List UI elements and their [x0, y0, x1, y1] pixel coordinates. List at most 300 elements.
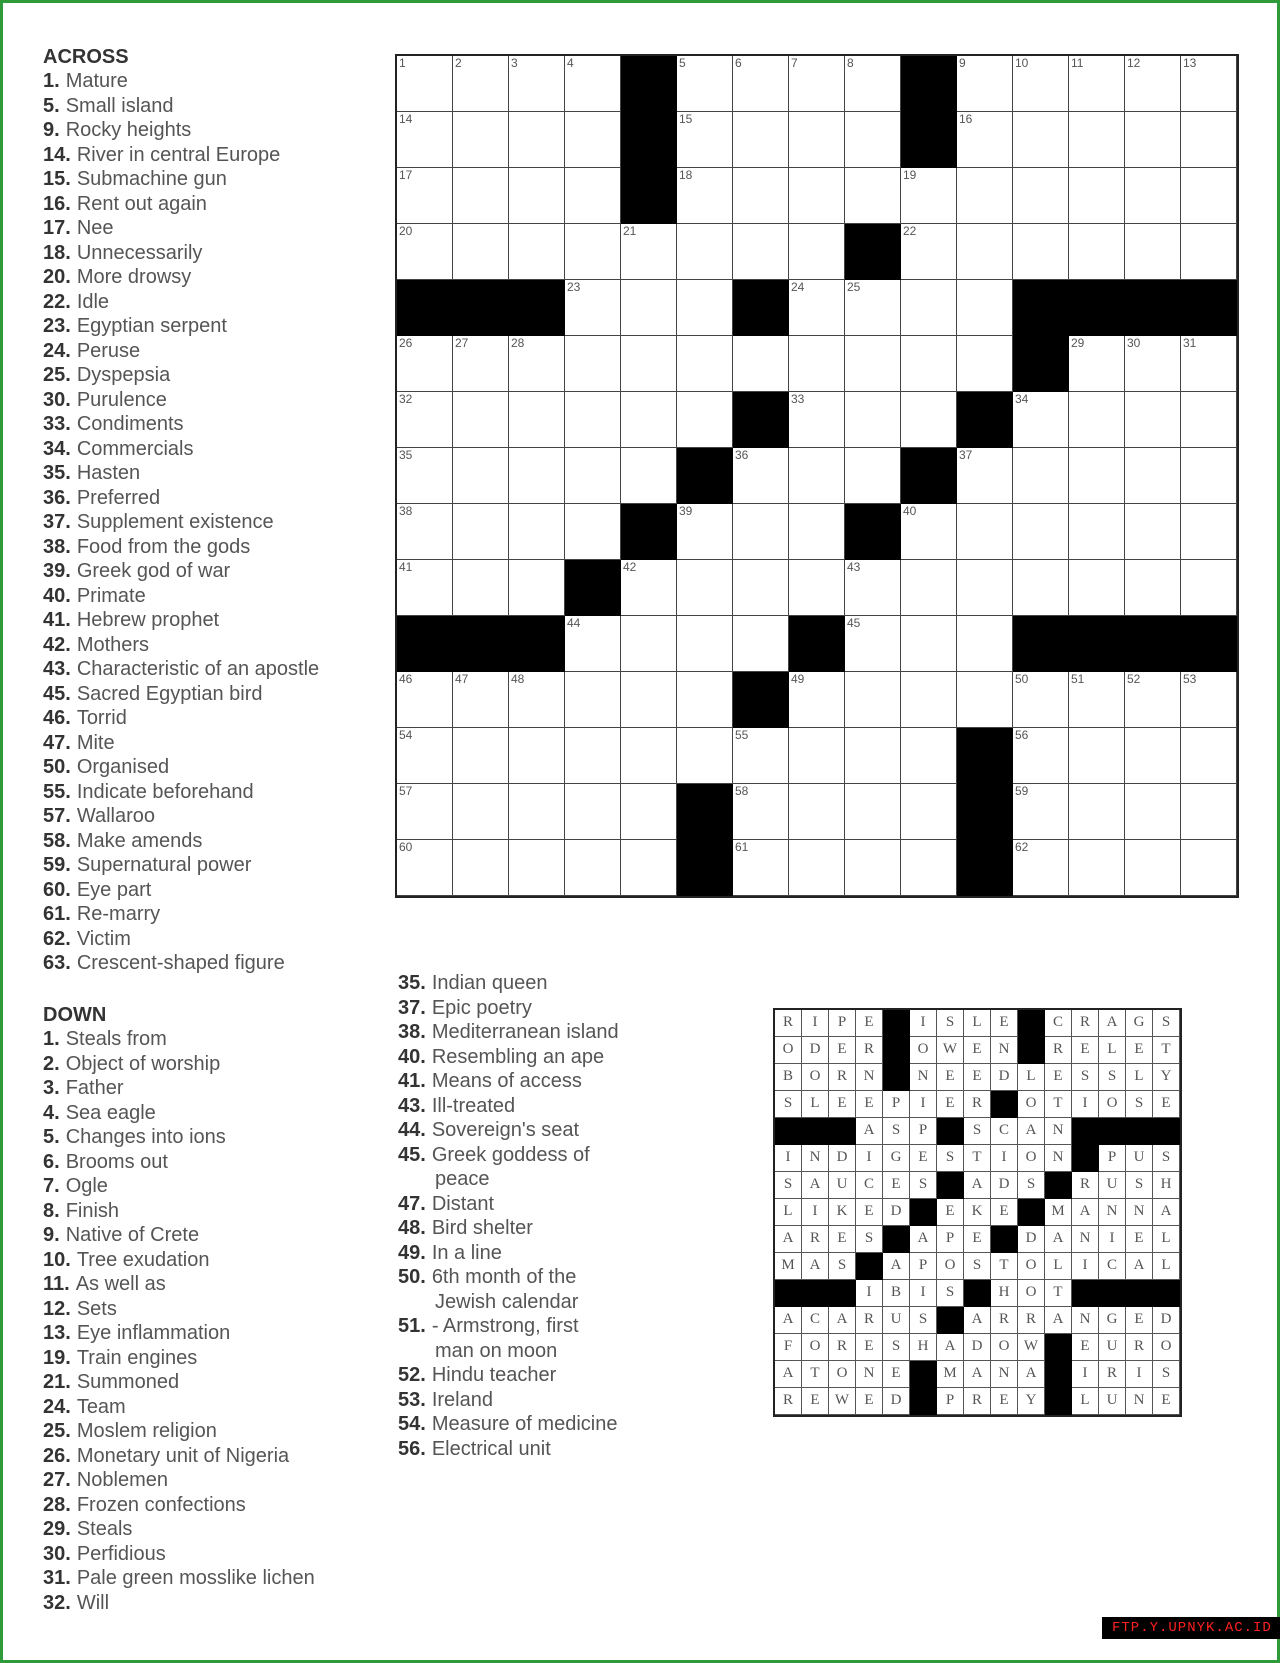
down-clues: [43, 1003, 315, 1615]
clue-text: Nee: [76, 217, 114, 239]
solution-letter: H: [1153, 1172, 1180, 1199]
grid-cell[interactable]: [957, 448, 1013, 504]
grid-cell[interactable]: [1181, 336, 1237, 392]
cell-number: 53: [1183, 672, 1197, 686]
grid-cell[interactable]: [845, 728, 901, 784]
grid-cell[interactable]: [677, 112, 733, 168]
grid-cell[interactable]: [1181, 840, 1237, 896]
clue-item: [43, 1542, 315, 1567]
grid-cell[interactable]: [901, 504, 957, 560]
grid-cell[interactable]: [845, 336, 901, 392]
grid-cell[interactable]: [565, 280, 621, 336]
grid-cell[interactable]: [845, 448, 901, 504]
solution-letter: A: [964, 1361, 991, 1388]
grid-cell[interactable]: [1069, 560, 1125, 616]
grid-cell[interactable]: [509, 448, 565, 504]
grid-cell[interactable]: [901, 392, 957, 448]
cell-number: 5: [679, 56, 686, 70]
grid-cell[interactable]: [565, 392, 621, 448]
grid-cell[interactable]: [565, 616, 621, 672]
down-heading: DOWN: [43, 1004, 107, 1026]
grid-cell[interactable]: [1125, 448, 1181, 504]
solution-letter: E: [937, 1199, 964, 1226]
grid-cell[interactable]: [733, 224, 789, 280]
clue-item: [43, 633, 319, 658]
grid-cell[interactable]: [1069, 56, 1125, 112]
grid-cell[interactable]: [621, 280, 677, 336]
grid-cell[interactable]: [677, 336, 733, 392]
grid-cell[interactable]: [1181, 672, 1237, 728]
grid-cell[interactable]: [677, 168, 733, 224]
grid-cell[interactable]: [397, 504, 453, 560]
grid-cell[interactable]: [565, 168, 621, 224]
grid-block: [789, 616, 845, 672]
grid-cell[interactable]: [1125, 504, 1181, 560]
grid-cell[interactable]: [1181, 392, 1237, 448]
clue-item: [43, 339, 319, 364]
grid-cell[interactable]: [957, 672, 1013, 728]
grid-cell[interactable]: [1125, 56, 1181, 112]
grid-cell[interactable]: [453, 336, 509, 392]
cell-number: 47: [455, 672, 469, 686]
clue-text: Ill-treated: [431, 1094, 516, 1117]
grid-cell[interactable]: [733, 336, 789, 392]
grid-cell[interactable]: [1013, 112, 1069, 168]
grid-cell[interactable]: [621, 840, 677, 896]
solution-letter: N: [991, 1361, 1018, 1388]
grid-cell[interactable]: [1013, 56, 1069, 112]
grid-cell[interactable]: [565, 728, 621, 784]
grid-block: [901, 112, 957, 168]
clue-text: Characteristic of an apostle: [76, 658, 320, 680]
grid-cell[interactable]: [453, 112, 509, 168]
solution-letter: S: [937, 1010, 964, 1037]
grid-cell[interactable]: [733, 728, 789, 784]
grid-cell[interactable]: [453, 560, 509, 616]
grid-cell[interactable]: [733, 504, 789, 560]
solution-letter: E: [964, 1226, 991, 1253]
grid-cell[interactable]: [677, 392, 733, 448]
grid-cell[interactable]: [1069, 672, 1125, 728]
grid-block: [621, 56, 677, 112]
grid-cell[interactable]: [621, 224, 677, 280]
solution-letter: A: [910, 1226, 937, 1253]
grid-cell[interactable]: [677, 504, 733, 560]
grid-cell[interactable]: [509, 224, 565, 280]
solution-letter: N: [1099, 1199, 1126, 1226]
cell-number: 36: [735, 448, 749, 462]
clue-number: 47.: [398, 1192, 426, 1215]
grid-block: [1125, 280, 1181, 336]
grid-cell[interactable]: [901, 224, 957, 280]
solution-letter: A: [1018, 1361, 1045, 1388]
solution-letter: A: [775, 1361, 802, 1388]
solution-letter: E: [937, 1064, 964, 1091]
solution-letter: S: [1018, 1172, 1045, 1199]
clue-item: [398, 1388, 619, 1413]
grid-cell[interactable]: [789, 784, 845, 840]
grid-cell[interactable]: [453, 392, 509, 448]
grid-cell[interactable]: [957, 56, 1013, 112]
grid-cell[interactable]: [789, 280, 845, 336]
grid-cell[interactable]: [845, 168, 901, 224]
grid-cell[interactable]: [509, 112, 565, 168]
solution-letter: N: [1045, 1145, 1072, 1172]
grid-cell[interactable]: [733, 112, 789, 168]
solution-letter: N: [910, 1064, 937, 1091]
grid-cell[interactable]: [957, 112, 1013, 168]
grid-cell[interactable]: [733, 56, 789, 112]
grid-cell[interactable]: [789, 336, 845, 392]
grid-cell[interactable]: [1125, 112, 1181, 168]
grid-cell[interactable]: [565, 784, 621, 840]
clue-number: 54.: [398, 1413, 426, 1435]
grid-cell[interactable]: [397, 728, 453, 784]
grid-cell[interactable]: [789, 560, 845, 616]
grid-block: [621, 168, 677, 224]
cell-number: 18: [679, 168, 693, 182]
grid-cell[interactable]: [901, 616, 957, 672]
grid-cell[interactable]: [1125, 784, 1181, 840]
grid-cell[interactable]: [1069, 728, 1125, 784]
grid-cell[interactable]: [957, 560, 1013, 616]
grid-cell[interactable]: [789, 672, 845, 728]
grid-cell[interactable]: [901, 336, 957, 392]
clue-text: Small island: [65, 94, 174, 117]
clue-text: Rent out again: [76, 192, 207, 215]
solution-letter: R: [1099, 1361, 1126, 1388]
solution-block: [964, 1280, 991, 1307]
grid-cell[interactable]: [1013, 840, 1069, 896]
grid-cell[interactable]: [789, 112, 845, 168]
grid-cell[interactable]: [453, 224, 509, 280]
grid-cell[interactable]: [1069, 168, 1125, 224]
grid-cell[interactable]: [957, 168, 1013, 224]
grid-cell[interactable]: [789, 224, 845, 280]
cell-number: 51: [1071, 672, 1085, 686]
grid-cell[interactable]: [397, 840, 453, 896]
grid-cell[interactable]: [789, 728, 845, 784]
grid-cell[interactable]: [677, 616, 733, 672]
clue-item: [398, 1069, 619, 1094]
grid-cell[interactable]: [621, 672, 677, 728]
grid-cell[interactable]: [565, 336, 621, 392]
solution-letter: N: [1072, 1307, 1099, 1334]
grid-cell[interactable]: [1013, 224, 1069, 280]
grid-cell[interactable]: [1125, 840, 1181, 896]
grid-cell[interactable]: [397, 392, 453, 448]
grid-cell[interactable]: [453, 784, 509, 840]
solution-letter: A: [1045, 1226, 1072, 1253]
grid-block: [677, 784, 733, 840]
clue-text: Indicate beforehand: [76, 780, 254, 803]
grid-cell[interactable]: [397, 112, 453, 168]
grid-cell[interactable]: [509, 672, 565, 728]
clue-item: [43, 290, 319, 315]
grid-cell[interactable]: [1181, 112, 1237, 168]
clue-text: Frozen confections: [76, 1493, 246, 1516]
clue-number: 1.: [43, 1028, 60, 1050]
grid-cell[interactable]: [789, 392, 845, 448]
clue-text: Train engines: [76, 1346, 198, 1369]
grid-cell[interactable]: [845, 616, 901, 672]
cell-number: 44: [567, 616, 581, 630]
solution-letter: T: [1045, 1091, 1072, 1118]
cell-number: 27: [455, 336, 469, 350]
grid-cell[interactable]: [1013, 168, 1069, 224]
cell-number: 17: [399, 168, 413, 182]
grid-block: [957, 392, 1013, 448]
grid-cell[interactable]: [509, 728, 565, 784]
grid-cell[interactable]: [565, 672, 621, 728]
grid-cell[interactable]: [509, 840, 565, 896]
cell-number: 28: [511, 336, 525, 350]
grid-cell[interactable]: [1181, 560, 1237, 616]
grid-cell[interactable]: [509, 168, 565, 224]
grid-cell[interactable]: [845, 784, 901, 840]
grid-cell[interactable]: [957, 280, 1013, 336]
clue-number: 32.: [43, 1591, 71, 1614]
grid-cell[interactable]: [901, 168, 957, 224]
grid-cell[interactable]: [845, 560, 901, 616]
grid-cell[interactable]: [565, 840, 621, 896]
solution-letter: D: [802, 1037, 829, 1064]
grid-cell[interactable]: [565, 224, 621, 280]
grid-cell[interactable]: [901, 840, 957, 896]
grid-cell[interactable]: [1181, 784, 1237, 840]
clue-text: Hindu teacher: [431, 1364, 557, 1386]
solution-letter: L: [1153, 1226, 1180, 1253]
grid-cell[interactable]: [397, 168, 453, 224]
grid-cell[interactable]: [901, 280, 957, 336]
grid-cell[interactable]: [1125, 392, 1181, 448]
clue-text: - Armstrong, first: [431, 1315, 579, 1337]
grid-cell[interactable]: [677, 560, 733, 616]
solution-block: [991, 1091, 1018, 1118]
grid-cell[interactable]: [453, 728, 509, 784]
grid-cell[interactable]: [733, 616, 789, 672]
solution-letter: I: [856, 1280, 883, 1307]
clue-item: [43, 1566, 315, 1591]
grid-cell[interactable]: [1013, 392, 1069, 448]
grid-cell[interactable]: [1181, 728, 1237, 784]
solution-block: [1045, 1334, 1072, 1361]
solution-letter: O: [1018, 1091, 1045, 1118]
grid-cell[interactable]: [677, 224, 733, 280]
solution-block: [1072, 1118, 1099, 1145]
grid-cell[interactable]: [453, 448, 509, 504]
grid-cell[interactable]: [789, 448, 845, 504]
grid-cell[interactable]: [789, 168, 845, 224]
solution-letter: U: [829, 1172, 856, 1199]
grid-cell[interactable]: [901, 672, 957, 728]
cell-number: 3: [511, 56, 518, 70]
grid-cell[interactable]: [1125, 672, 1181, 728]
grid-cell[interactable]: [565, 448, 621, 504]
grid-cell[interactable]: [957, 224, 1013, 280]
grid-cell[interactable]: [621, 336, 677, 392]
grid-cell[interactable]: [1181, 448, 1237, 504]
clue-number: 60.: [43, 878, 71, 901]
solution-letter: O: [802, 1334, 829, 1361]
grid-block: [845, 504, 901, 560]
solution-letter: R: [1126, 1334, 1153, 1361]
clue-item: [43, 804, 319, 829]
grid-cell[interactable]: [677, 672, 733, 728]
solution-letter: E: [856, 1199, 883, 1226]
grid-cell[interactable]: [621, 448, 677, 504]
grid-cell[interactable]: [397, 448, 453, 504]
grid-cell[interactable]: [621, 728, 677, 784]
solution-block: [1126, 1118, 1153, 1145]
solution-letter: S: [1126, 1172, 1153, 1199]
grid-cell[interactable]: [789, 56, 845, 112]
grid-cell[interactable]: [397, 672, 453, 728]
grid-cell[interactable]: [397, 784, 453, 840]
grid-cell[interactable]: [901, 728, 957, 784]
solution-block: [802, 1118, 829, 1145]
cell-number: 31: [1183, 336, 1197, 350]
grid-cell[interactable]: [1181, 224, 1237, 280]
grid-cell[interactable]: [621, 616, 677, 672]
solution-block: [1072, 1280, 1099, 1307]
grid-cell[interactable]: [509, 336, 565, 392]
grid-cell[interactable]: [1069, 504, 1125, 560]
grid-cell[interactable]: [845, 392, 901, 448]
grid-cell[interactable]: [1069, 840, 1125, 896]
clue-text: More drowsy: [76, 266, 192, 288]
grid-cell[interactable]: [845, 56, 901, 112]
grid-cell[interactable]: [509, 784, 565, 840]
clue-item: [43, 1444, 315, 1469]
grid-cell[interactable]: [1181, 56, 1237, 112]
clue-number: 2.: [43, 1052, 60, 1075]
solution-letter: O: [1018, 1145, 1045, 1172]
grid-cell[interactable]: [1013, 504, 1069, 560]
grid-cell[interactable]: [1125, 168, 1181, 224]
clue-item: [43, 167, 319, 192]
grid-cell[interactable]: [509, 504, 565, 560]
solution-letter: E: [829, 1091, 856, 1118]
grid-cell[interactable]: [789, 840, 845, 896]
grid-cell[interactable]: [845, 112, 901, 168]
grid-cell[interactable]: [957, 616, 1013, 672]
grid-cell[interactable]: [1069, 448, 1125, 504]
grid-cell[interactable]: [845, 840, 901, 896]
solution-letter: R: [1072, 1172, 1099, 1199]
grid-block: [1013, 616, 1069, 672]
grid-cell[interactable]: [1013, 784, 1069, 840]
grid-cell[interactable]: [677, 728, 733, 784]
grid-block: [677, 840, 733, 896]
grid-cell[interactable]: [1125, 728, 1181, 784]
grid-cell[interactable]: [1013, 560, 1069, 616]
grid-cell[interactable]: [509, 56, 565, 112]
solution-letter: P: [937, 1388, 964, 1415]
solution-letter: A: [1045, 1307, 1072, 1334]
grid-cell[interactable]: [453, 504, 509, 560]
grid-cell[interactable]: [1069, 392, 1125, 448]
grid-cell[interactable]: [1069, 336, 1125, 392]
grid-cell[interactable]: [733, 784, 789, 840]
grid-cell[interactable]: [957, 336, 1013, 392]
grid-cell[interactable]: [1013, 448, 1069, 504]
grid-cell[interactable]: [1181, 504, 1237, 560]
grid-cell[interactable]: [565, 112, 621, 168]
clue-item: [43, 608, 319, 633]
grid-cell[interactable]: [1125, 336, 1181, 392]
clue-item: [398, 1412, 619, 1437]
grid-cell[interactable]: [453, 840, 509, 896]
clue-text: Team: [76, 1395, 126, 1418]
grid-cell[interactable]: [397, 56, 453, 112]
solution-letter: D: [829, 1145, 856, 1172]
grid-cell[interactable]: [397, 224, 453, 280]
grid-cell[interactable]: [621, 392, 677, 448]
solution-letter: C: [802, 1307, 829, 1334]
grid-cell[interactable]: [733, 560, 789, 616]
clue-number: 25.: [43, 364, 71, 386]
grid-cell[interactable]: [733, 448, 789, 504]
grid-cell[interactable]: [733, 168, 789, 224]
grid-cell[interactable]: [509, 392, 565, 448]
grid-cell[interactable]: [1125, 560, 1181, 616]
grid-cell[interactable]: [733, 840, 789, 896]
grid-cell[interactable]: [901, 560, 957, 616]
grid-cell[interactable]: [845, 672, 901, 728]
clue-item: [43, 437, 319, 462]
grid-cell[interactable]: [621, 560, 677, 616]
grid-cell[interactable]: [677, 56, 733, 112]
grid-cell[interactable]: [677, 280, 733, 336]
grid-cell[interactable]: [1069, 112, 1125, 168]
solution-letter: W: [1018, 1334, 1045, 1361]
grid-cell[interactable]: [1013, 728, 1069, 784]
clue-item: [43, 927, 319, 952]
clue-number: 49.: [398, 1241, 426, 1264]
grid-cell[interactable]: [397, 560, 453, 616]
grid-cell[interactable]: [1125, 224, 1181, 280]
grid-cell[interactable]: [565, 504, 621, 560]
grid-cell[interactable]: [453, 672, 509, 728]
grid-cell[interactable]: [453, 168, 509, 224]
cell-number: 40: [903, 504, 917, 518]
grid-cell[interactable]: [1181, 168, 1237, 224]
clue-number: 25.: [43, 1420, 71, 1442]
grid-cell[interactable]: [1069, 224, 1125, 280]
grid-block: [509, 616, 565, 672]
grid-cell[interactable]: [845, 280, 901, 336]
cell-number: 35: [399, 448, 413, 462]
grid-cell[interactable]: [901, 784, 957, 840]
grid-cell[interactable]: [957, 504, 1013, 560]
solution-letter: I: [991, 1145, 1018, 1172]
clue-text: Unnecessarily: [76, 241, 203, 264]
grid-cell[interactable]: [1069, 784, 1125, 840]
grid-cell[interactable]: [789, 504, 845, 560]
grid-cell[interactable]: [565, 56, 621, 112]
clue-item: [43, 853, 319, 878]
solution-block: [937, 1172, 964, 1199]
grid-cell[interactable]: [621, 784, 677, 840]
solution-letter: I: [856, 1145, 883, 1172]
clue-text: Epic poetry: [431, 996, 532, 1019]
grid-cell[interactable]: [397, 336, 453, 392]
grid-cell[interactable]: [1013, 672, 1069, 728]
grid-cell[interactable]: [509, 560, 565, 616]
grid-block: [1069, 616, 1125, 672]
grid-cell[interactable]: [453, 56, 509, 112]
